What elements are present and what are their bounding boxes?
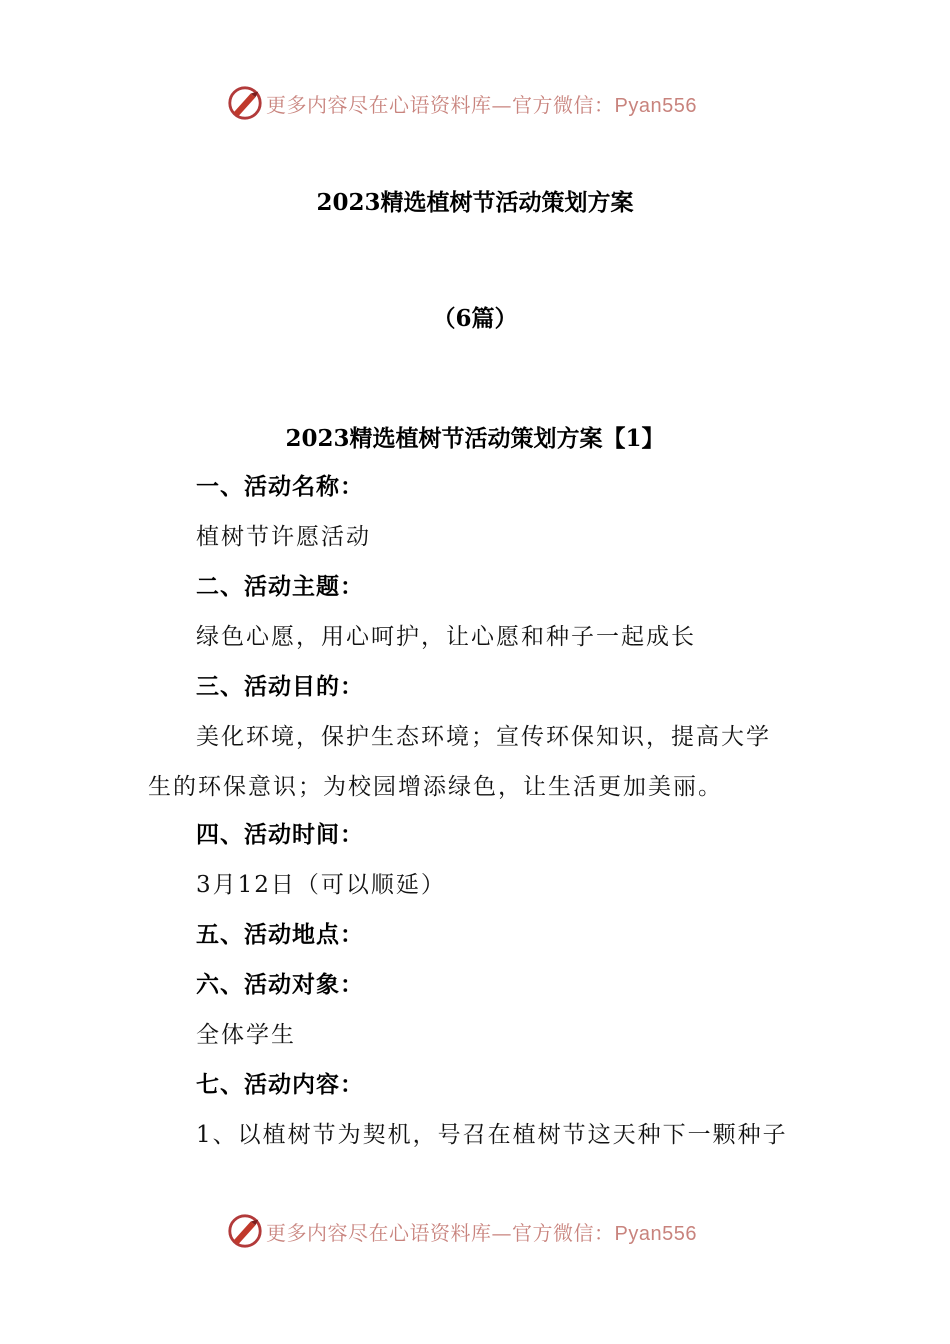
wechat-id: Pyan556: [614, 95, 697, 117]
heading-activity-location: 五、活动地点：: [196, 921, 364, 948]
banner-text: 更多内容尽在心语资料库—官方微信：Pyan556: [266, 1221, 697, 1245]
paragraph-line: 3月12日（可以顺延）: [196, 872, 446, 898]
paragraph-line: 植树节许愿活动: [196, 524, 371, 550]
paragraph-line: 生的环保意识；为校园增添绿色，让生活更加美丽。: [148, 774, 723, 800]
header-banner: [0, 80, 950, 126]
heading-activity-audience: 六、活动对象：: [196, 971, 364, 998]
heading-activity-name: 一、活动名称：: [196, 473, 364, 500]
footer-banner: [0, 1208, 950, 1254]
heading-activity-theme: 二、活动主题：: [196, 573, 364, 600]
wechat-id: Pyan556: [614, 1223, 697, 1245]
paragraph-line: 绿色心愿，用心呵护，让心愿和种子一起成长: [196, 624, 696, 650]
banner-text: 更多内容尽在心语资料库—官方微信：Pyan556: [266, 93, 697, 117]
paragraph-line: 1、以植树节为契机，号召在植树节这天种下一颗种子: [196, 1122, 788, 1148]
pen-logo-icon: [226, 1212, 264, 1250]
heading-activity-time: 四、活动时间：: [196, 821, 364, 848]
pen-logo-icon: [226, 84, 264, 122]
document-title: 2023精选植树节活动策划方案: [316, 189, 634, 216]
section-title: 2023精选植树节活动策划方案【1】: [285, 425, 665, 452]
heading-activity-content: 七、活动内容：: [196, 1071, 364, 1098]
paragraph-line: 全体学生: [196, 1022, 296, 1048]
document-subtitle: （6篇）: [432, 305, 518, 332]
paragraph-line: 美化环境，保护生态环境；宣传环保知识，提高大学: [196, 724, 771, 750]
heading-activity-purpose: 三、活动目的：: [196, 673, 364, 700]
